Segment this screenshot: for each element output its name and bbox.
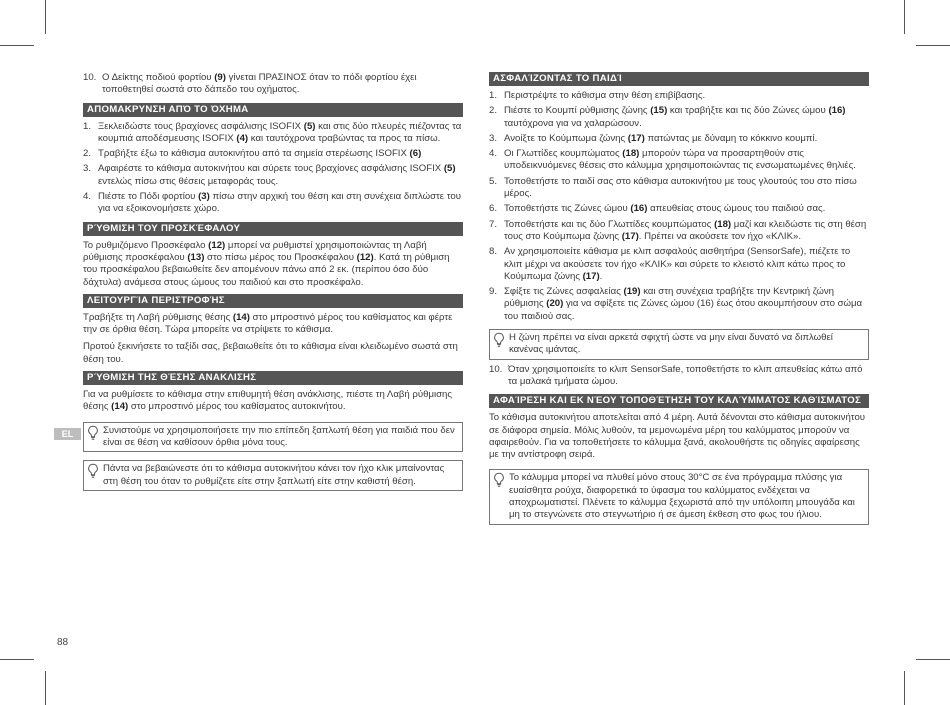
list-item: 2. Τραβήξτε έξω το κάθισμα αυτοκινήτου από τα σημεία στερέωσης ISOFIX (6): [83, 148, 422, 160]
list-item: 7. Τοποθετήστε και τις δύο Γλωττίδες κουμπώματος (18) μαζί και κλειδώστε τις στη θέση τους στο Κούμπωμα ζώνης (17). Πρέπει να ακούσετε τον ήχο «ΚΛΙΚ».: [489, 218, 867, 242]
list-item: 10. Ο Δείκτης ποδιού φορτίου (9) γίνεται ΠΡΑΣΙΝΟΣ όταν το πόδι φορτίου έχει τοποθετηθεί σωστά στο δάπεδο του οχήματος.: [83, 72, 417, 96]
section-heading-cover: ΑΦΑΊΡΕΣΗ ΚΑΙ ΕΚ ΝΈΟΥ ΤΟΠΟΘΈΤΗΣΗ ΤΟΥ ΚΑΛΎΜΜΑΤΟΣ ΚΑΘΊΣΜΑΤΟΣ: [489, 394, 869, 408]
crop-mark: [0, 659, 34, 660]
note-text: Το κάλυμμα μπορεί να πλυθεί μόνο στους 30°C σε ένα πρόγραμμα πλύσης για ευαίσθητα ρούχα, διαφορετικά το ύφασμα του καλύμματος ενδέχεται να αποχρωματιστεί. Πλένετε το κάλυμμα ξεχωριστά από την υπόλοιπη μπουγάδα και μη το στεγνώνετε στο στεγνωτήριο ή σε άμεση έκθεση στο φως του ήλιου.: [509, 472, 855, 521]
securing-list-cont: [489, 364, 869, 389]
lightbulb-icon: [493, 472, 505, 488]
list-item: 4. Πιέστε το Πόδι φορτίου (3) πίσω στην αρχική του θέση και στη συνέχεια διπλώστε του για να εξοικονομήσετε χώρο.: [83, 191, 461, 215]
list-item: 1. Ξεκλειδώστε τους βραχίονες ασφάλισης ISOFIX (5) και στις δύο πλευρές πιέζοντας τα κουμπιά αποδέσμευσης ISOFIX (4) και ταυτόχρονα τραβώντας τα προς τα πίσω.: [83, 120, 462, 144]
removal-list: [83, 121, 463, 216]
list-item: 4. Οι Γλωττίδες κουμπώματος (18) μπορούν τώρα να προσαρτηθούν στις υποδεικνυόμενες θέσεις στο κάλυμμα χρησιμοποιώντας τις ενσωματωμένες θηλιές.: [489, 148, 856, 172]
page-number: 88: [57, 637, 69, 648]
lightbulb-icon: [87, 463, 99, 479]
left-column: [83, 72, 463, 499]
list-item: 1. Περιστρέψτε το κάθισμα στην θέση επιβίβασης.: [489, 90, 706, 101]
crop-mark: [904, 0, 905, 34]
crop-mark: [904, 671, 905, 705]
rotation-paragraph-2: Προτού ξεκινήσετε το ταξίδι σας, βεβαιωθείτε ότι το κάθισμα είναι κλειδωμένο σωστά στη θέση του.: [83, 341, 458, 365]
crop-mark: [45, 671, 46, 705]
crop-mark: [916, 45, 950, 46]
list-item: 8. Αν χρησιμοποιείτε κάθισμα με κλιπ ασφαλούς αισθητήρα (SensorSafe), πιέζετε το κλιπ μέχρι να ακούσετε τον ήχο «ΚΛΙΚ» και σύρετε το κλειστό κλιπ κάτω προς το Κούμπωμα ζώνης (17).: [489, 246, 851, 282]
note-text: Συνιστούμε να χρησιμοποιήσετε την πιο επίπεδη ξαπλωτή θέση για παιδιά που δεν είναι σε θέση να καθίσουν όρθια μόνα τους.: [103, 424, 455, 448]
list-item: 6. Τοποθετήστε τις Ζώνες ώμου (16) απευθείας στους ώμους του παιδιού σας.: [489, 203, 826, 215]
note-text: Η ζώνη πρέπει να είναι αρκετά σφιχτή ώστε να μην είναι δυνατό να διπλωθεί κανένας ιμάντας.: [509, 332, 833, 356]
rotation-paragraph: Τραβήξτε τη Λαβή ρύθμισης θέσης (14) στο μπροστινό μέρος του καθίσματος και φέρτε την σε όρθια θέση. Τώρα μπορείτε να στρίψετε το κάθισμα.: [83, 311, 453, 336]
headrest-paragraph: Το ρυθμιζόμενο Προσκέφαλο (12) μπορεί να ρυθμιστεί χρησιμοποιώντας τη Λαβή ρύθμισης προσκέφαλου (13) στο πίσω μέρος του Προσκέφαλου (12). Κατά τη ρύθμιση του προσκέφαλου βεβαιωθείτε δεν απομένουν πάνω από 2 εκ. (περίπου όσο δύο δάχτυλα) ανάμεσα στους ώμους του παιδιού και στο προσκέφαλο.: [83, 239, 450, 288]
crop-mark: [45, 0, 46, 34]
section-heading-recline: ΡΎΘΜΙΣΗ ΤΗΣ ΘΈΣΗΣ ΑΝΑΚΛΙΣΗΣ: [83, 371, 463, 385]
lightbulb-icon: [493, 332, 505, 348]
list-item: 3. Αφαιρέστε το κάθισμα αυτοκινήτου και σύρετε τους βραχίονες ασφάλισης ISOFIX (5) εντελώς πίσω στις θέσεις μεταφοράς τους.: [83, 163, 456, 187]
section-heading-rotation: ΛΕΙΤΟΥΡΓΊΑ ΠΕΡΙΣΤΡΟΦΉΣ: [83, 294, 463, 308]
note-text: Πάντα να βεβαιώνεστε ότι το κάθισμα αυτοκινήτου κάνει τον ήχο κλικ μπαίνοντας στη θέση του όταν το ρυθμίζετε είτε στην ξαπλωτή είτε στην καθιστή θέση.: [103, 463, 445, 487]
section-heading-securing: ΑΣΦΑΛΊΖΟΝΤΑΣ ΤΟ ΠΑΙΔΊ: [489, 72, 869, 86]
load-leg-list: [83, 72, 463, 97]
list-item: 5. Τοποθετήστε το παιδί σας στο κάθισμα αυτοκινήτου με τους γλουτούς του στο πίσω μέρος.: [489, 175, 857, 200]
recline-paragraph: Για να ρυθμίσετε το κάθισμα στην επιθυμητή θέση ανάκλισης, πιέστε τη Λαβή ρύθμισης θέσης (14) στο μπροστινό μέρος του καθίσματος αυτοκινήτου.: [83, 389, 452, 413]
list-item: 2. Πιέστε το Κουμπί ρύθμισης ζώνης (15) και τραβήξτε και τις δύο Ζώνες ώμου (16) ταυτόχρονα για να χαλαρώσουν.: [489, 105, 846, 129]
list-item: 10. Όταν χρησιμοποιείτε το κλιπ SensorSafe, τοποθετήστε το κλιπ απευθείας κάτω από τα μαλακά τμήματα ώμου.: [489, 363, 863, 387]
note-box: [489, 329, 869, 360]
note-box: [489, 469, 869, 524]
crop-mark: [916, 659, 950, 660]
note-box: [83, 422, 463, 453]
cover-paragraph: Το κάθισμα αυτοκινήτου αποτελείται από 4 μέρη. Αυτά δένονται στο κάθισμα αυτοκινήτου σε διάφορα σημεία. Μόλις λυθούν, τα μεμονωμένα μέρη του καλύμματος μπορούν να αφαιρεθούν. Για να τοποθετήσετε το κάλυμμα ξανά, ακολουθήστε τις οδηγίες αφαίρεσης με την αντίστροφη σειρά.: [489, 412, 866, 461]
securing-list: [489, 90, 869, 323]
crop-mark: [0, 45, 34, 46]
section-heading-removal: ΑΠΟΜΑΚΡΥΝΣΗ ΑΠΌ ΤΟ ΌΧΗΜΑ: [83, 103, 463, 117]
right-column: [489, 72, 869, 533]
lightbulb-icon: [87, 425, 99, 441]
note-box: [83, 460, 463, 491]
language-tab: EL: [54, 428, 81, 440]
list-item: 3. Ανοίξτε το Κούμπωμα ζώνης (17) πατώντας με δύναμη το κόκκινο κουμπί.: [489, 132, 818, 144]
list-item: 9. Σφίξτε τις Ζώνες ασφαλείας (19) και στη συνέχεια τραβήξτε την Κεντρική ζώνη ρύθμισης (20) για να σφίξετε τις Ζώνες ώμου (16) έως ότου ακουμπήσουν στο σώμα του παιδιού σας.: [489, 286, 863, 322]
section-heading-headrest: ΡΎΘΜΙΣΗ ΤΟΥ ΠΡΟΣΚΈΦΑΛΟΥ: [83, 222, 463, 236]
